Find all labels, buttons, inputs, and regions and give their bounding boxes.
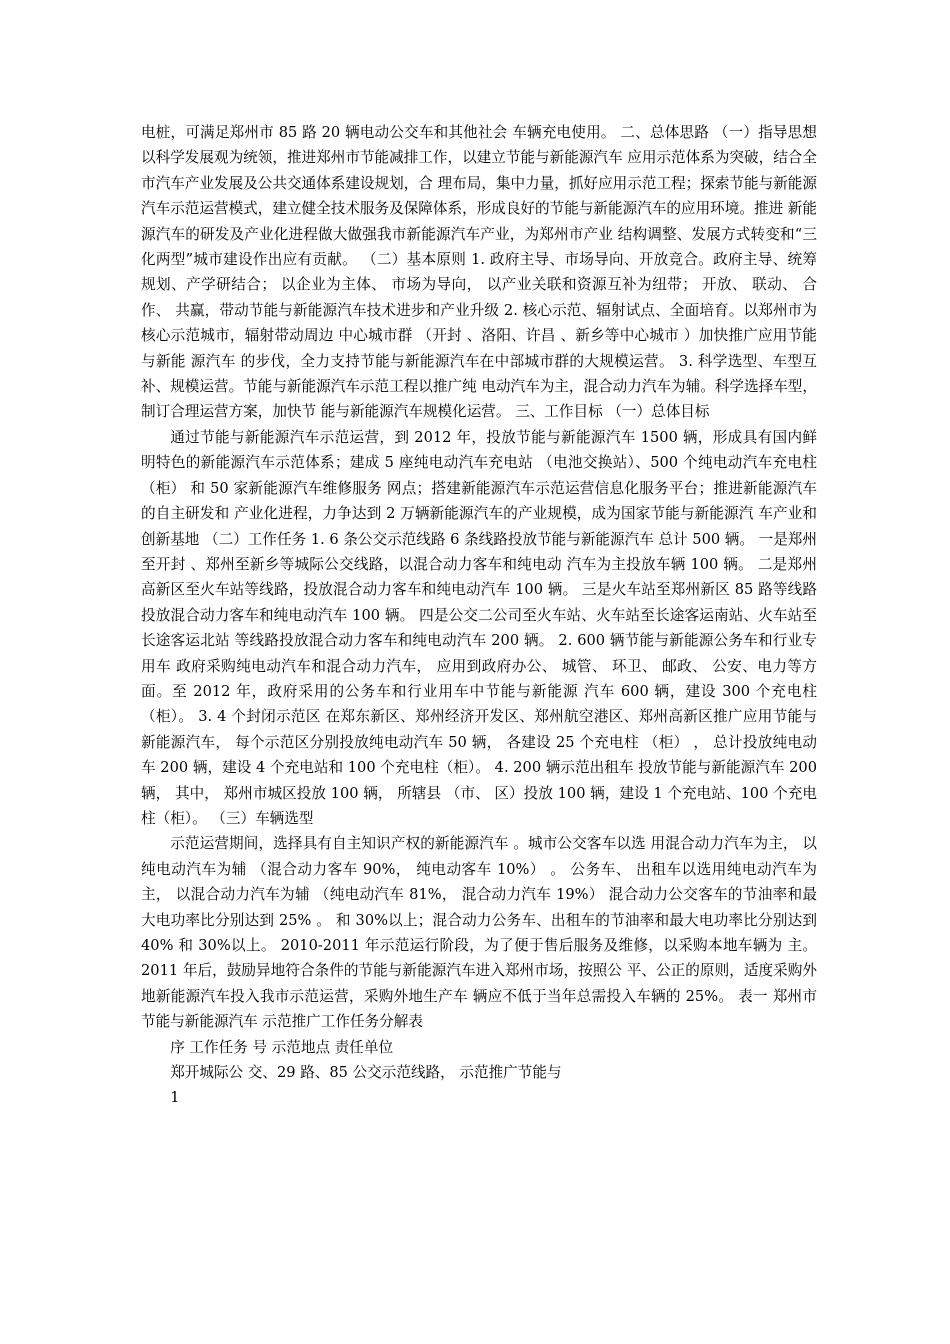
table-row-number: 1 <box>170 1089 180 1107</box>
table-header-line: 序 工作任务 号 示范地点 责任单位 <box>170 1038 394 1056</box>
document-body <box>141 120 817 1111</box>
paragraph-goals-tasks: 通过节能与新能源汽车示范运营，到 2012 年，投放节能与新能源汽车 1500 辆，形成具有国内鲜明特色的新能源汽车示范体系；建成 5 座纯电动汽车充电站 （电池交换站）、500 个纯电动汽车充电柱（柜） 和 50 家新能源汽车维修服务 网点；搭建新能源汽车示范运营信息化服务平台；推进新能源汽车的自主研发和 产业化进程，力争达到 2 万辆新能源汽车的产业规模，成为国家节能与新能源汽 车产业和创新基地 （二）工作任务 1. 6 条公交示范线路 6 条线路投放节能与新能源汽车 总计 500 辆。 一是郑州至开封 、郑州至新乡等城际公交线路，以混合动力客车和纯电动 汽车为主投放车辆 100 辆。 二是郑州高新区至火车站等线路，投放混合动力客车和纯电动汽车 100 辆。 三是火车站至郑州新区 85 路等线路投放混合动力客车和纯电动汽车 100 辆。 四是公交二公司至火车站、火车站至长途客运南站、火车站至长途客运北站 等线路投放混合动力客车和纯电动汽车 200 辆。 2. 600 辆节能与新能源公务车和行业专用车 政府采购纯电动汽车和混合动力汽车， 应用到政府办公、 城管、 环卫、 邮政、 公安、电力等方面。至 2012 年，政府采用的公务车和行业用车中节能与新能源 汽车 600 辆，建设 300 个充电柱（柜）。 3. 4 个封闭示范区 在郑东新区、郑州经济开发区、郑州航空港区、郑州高新区推广应用节能与 新能源汽车， 每个示范区分别投放纯电动汽车 50 辆， 各建设 25 个充电柱 （柜） ， 总计投放纯电动车 200 辆，建设 4 个充电站和 100 个充电柱（柜）。 4. 200 辆示范出租车 投放节能与新能源汽车 200 辆， 其中， 郑州市城区投放 100 辆， 所辖县 （市、 区）投放 100 辆，建设 1 个充电站、100 个充电柱（柜）。 （三）车辆选型 <box>141 428 817 827</box>
table-row-line: 郑开城际公 交、29 路、85 公交示范线路， 示范推广节能与 <box>170 1064 562 1082</box>
paragraph-vehicle-selection: 示范运营期间，选择具有自主知识产权的新能源汽车 。城市公交客车以选 用混合动力汽车为主， 以纯电动汽车为辅 （混合动力客车 90%， 纯电动客车 10%） 。 公务车、 出租车以选用纯电动汽车为主， 以混合动力汽车为辅 （纯电动汽车 81%， 混合动力汽车 19%） 混合动力公交客车的节油率和最大电功率比分别达到 25% 。 和 30%以上；混合动力公务车、出租车的节油率和最大电功率比分别达到 40% 和 30%以上。 2010-2011 年示范运行阶段，为了便于售后服务及维修，以采购本地车辆为 主。2011 年后，鼓励异地符合条件的节能与新能源汽车进入郑州市场，按照公 平、公正的原则，适度采购外地新能源汽车投入我市示范运营，采购外地生产车 辆应不低于当年总需投入车辆的 25%。 表一 郑州市节能与新能源汽车 示范推广工作任务分解表 <box>141 835 817 1031</box>
paragraph-principles: 电桩，可满足郑州市 85 路 20 辆电动公交车和其他社会 车辆充电使用。 二、总体思路 （一）指导思想 以科学发展观为统领，推进郑州市节能减排工作，以建立节能与新能源汽车 应用示范体系为突破，结合全市汽车产业发展及公共交通体系建设规划，合 理布局，集中力量，抓好应用示范工程；探索节能与新能源汽车示范运营模式，建立健全技术服务及保障体系，形成良好的节能与新能源汽车的应用环境。推进 新能源汽车的研发及产业化进程做大做强我市新能源汽车产业，为郑州市产业 结构调整、发展方式转变和“三化两型”城市建设作出应有贡献。 （二）基本原则 1. 政府主导、市场导向、开放竞合。政府主导、统筹规划、产学研结合； 以企业为主体、 市场为导向， 以产业关联和资源互补为纽带； 开放、 联动、 合作、 共赢，带动节能与新能源汽车技术进步和产业升级 2. 核心示范、辐射试点、全面培育。以郑州市为核心示范城市，辐射带动周边 中心城市群 （开封 、洛阳、许昌 、新乡等中心城市 ）加快推广应用节能与新能 源汽车 的步伐，全力支持节能与新能源汽车在中部城市群的大规模运营。 3. 科学选型、车型互补、规模运营。节能与新能源汽车示范工程以推广纯 电动汽车为主，混合动力汽车为辅。科学选择车型，制订合理运营方案，加快节 能与新能源汽车规模化运营。 三、工作目标 （一）总体目标 <box>141 124 817 421</box>
